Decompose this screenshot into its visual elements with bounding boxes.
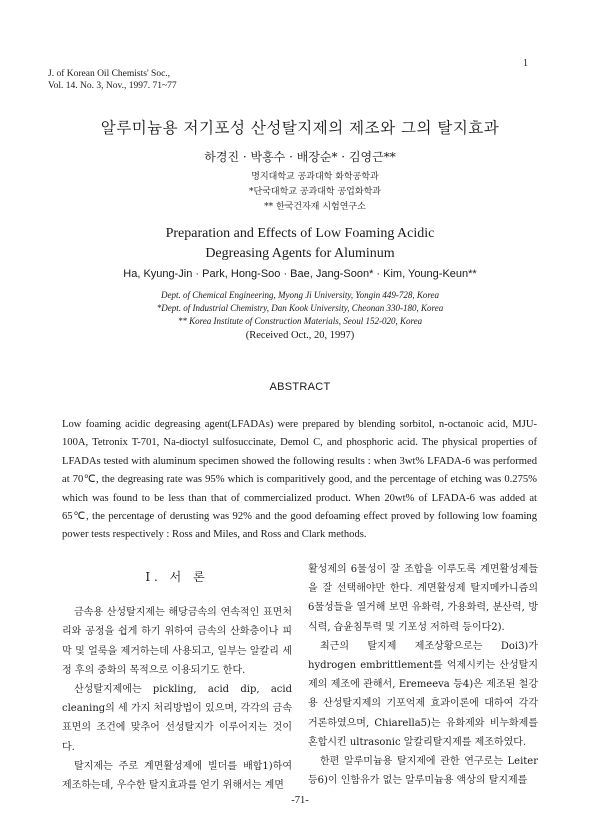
- body-paragraph: 최근의 탈지제 제조상황으로는 Doi3)가 hydrogen embrittlement를 억제시키는 산성탈지제의 제조에 관해서, Eremeeva 등4)은 제조된 철강용 산성탈지제의 기포억제 효과이론에 대하여 각각 거론하였으며, Chiarella5)는 유화제와 비누화제를 혼합시킨 ultrasonic 알칼리탈지제를 제조하였다.: [308, 640, 538, 748]
- korean-authors: 하경진 · 박홍수 · 배장순* · 김영근**: [204, 150, 396, 164]
- abstract-text: Low foaming acidic degreasing agent(LFADAs) were prepared by blending sorbitol, n-octanoic acid, MJU-100A, Tetronix T-701, Na-dioctyl sulfosuccinate, Demol C, and phosphoric acid. The physical properties of LFADAs tested with aluminum specimen showed the following results : when 3wt% LFADA-6 was performed at 70℃, the degreasing rate was 95% which is comparitively good, and the percentage of etching was 0.275% which was found to be less than that of commercialized product. When 20wt% of LFADA-6 was added at 65℃, the percentage of derusting was 92% and the good defoaming effect proved by following low foaming power tests respectively : Ross and Miles, and Ross and Clark methods.: [62, 419, 537, 541]
- page-number-top: 1: [523, 58, 528, 69]
- body-paragraph: 한편 알루미늄용 탈지제에 관한 연구로는 Leiter 등6)이 인함유가 없는 알루미늄용 액상의 탈지제를: [308, 756, 538, 787]
- abstract-heading: ABSTRACT: [269, 381, 331, 393]
- right-column: [308, 560, 538, 790]
- journal-volume: Vol. 14. No. 3, Nov., 1997. 71~77: [48, 81, 177, 91]
- english-affiliation: Dept. of Chemical Engineering, Myong Ji University, Yongin 449-728, Korea: [160, 290, 440, 300]
- body-paragraph: 탈지제는 주로 계면활성제에 빌더를 배합1)하여 제조하는데, 우수한 탈지효과를 얻기 위해서는 계면: [62, 760, 292, 792]
- body-paragraph: 활성제의 6물성이 잘 조합을 이루도록 계면활성제들을 잘 선택해야만 한다. 계면활성제 탈지메카니즘의 6물성들을 열거해 보면 유화력, 가용화력, 분산력, 방식력, 습윤침투력 및 기포성 저하력 등이다2).: [308, 564, 538, 633]
- abstract-body: [62, 416, 537, 545]
- korean-affiliation: 명지대학교 공과대학 화학공학과: [251, 172, 379, 182]
- korean-title: 알루미늄용 저기포성 산성탈지제의 제조와 그의 탈지효과: [100, 119, 500, 137]
- body-paragraph: 산성탈지제에는 pickling, acid dip, acid cleaning의 세 가지 처리방법이 있으며, 각각의 금속표면의 조건에 맞추어 선성탈지가 이루어지는 것이다.: [62, 684, 292, 753]
- english-affiliations: [0, 289, 600, 328]
- english-affiliation: ** Korea Institute of Construction Materials, Seoul 152-020, Korea: [177, 316, 423, 326]
- received-date: (Received Oct., 20, 1997): [245, 330, 355, 341]
- korean-affiliation: ** 한국건자재 시험연구소: [264, 202, 366, 212]
- english-title-line: Preparation and Effects of Low Foaming Acidic: [165, 226, 435, 241]
- korean-affiliation: *단국대학교 공과대학 공업화학과: [249, 187, 381, 197]
- english-authors: Ha, Kyung-Jin · Park, Hong-Soo · Bae, Jang-Soon* · Kim, Young-Keun**: [123, 268, 477, 280]
- korean-affiliations: [0, 170, 600, 215]
- journal-name: J. of Korean Oil Chemists' Soc.,: [48, 69, 171, 79]
- left-column: [62, 556, 292, 795]
- journal-citation: [48, 68, 177, 92]
- english-title-line: Degreasing Agents for Aluminum: [205, 246, 395, 261]
- section-heading-introduction: I. 서 론: [145, 570, 209, 584]
- english-affiliation: *Dept. of Industrial Chemistry, Dan Kook University, Cheonan 330-180, Korea: [156, 303, 444, 313]
- body-paragraph: 금속용 산성탈지제는 해당금속의 연속적인 표면처리와 공정을 쉽게 하기 위하여 금속의 산화층이나 피막 및 얼룩을 제거하는데 사용되고, 일부는 알칼리 세정 후의 중화의 목적으로 이용되기도 한다.: [62, 607, 292, 676]
- page-number-footer: -71-: [291, 795, 309, 806]
- english-title: [0, 224, 600, 264]
